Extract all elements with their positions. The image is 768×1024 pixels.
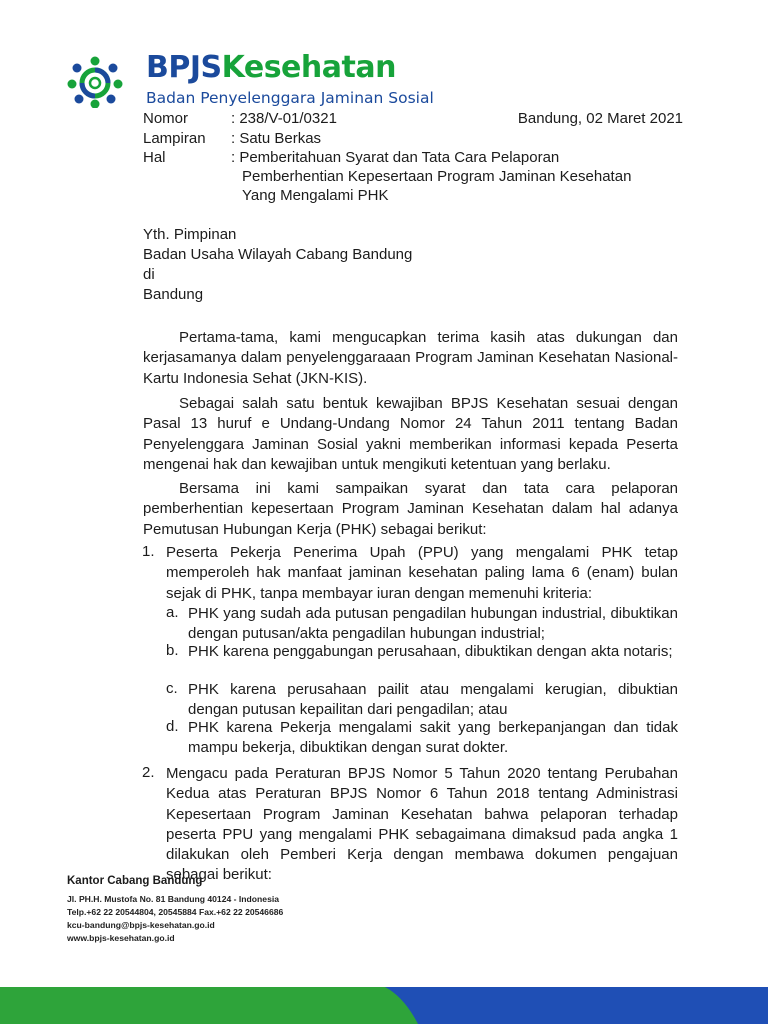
nomor-label: Nomor — [143, 110, 189, 127]
sub-item-c: PHK karena perusahaan pailit atau mengalami kerugian, dibuktian dengan putusan kepailitan dari pengadilan; atau — [188, 681, 678, 719]
brand-name: BPJSKesehatan — [146, 50, 396, 85]
hal-label: Hal — [143, 149, 166, 166]
sub-item-a: PHK yang sudah ada putusan pengadilan hubungan industrial, dibuktikan dengan putusan/akta pengadilan hubungan industrial; — [188, 605, 678, 643]
footer-office: Kantor Cabang Bandung — [67, 875, 203, 887]
lampiran-label: Lampiran — [143, 130, 206, 147]
nomor-value: : 238/V-01/0321 — [231, 110, 337, 127]
list-item-2: Mengacu pada Peraturan BPJS Nomor 5 Tahun 2020 tentang Perubahan Kedua atas Peraturan BPJS Nomor 6 Tahun 2018 tentang Administrasi Kepesertaan Program Jaminan Kesehatan bahwa pelaporan terhadap peserta PPU yang mengalami PHK sebagaimana dimaksud pada angka 1 dilakukan oleh Pemberi Kerja dengan membawa dokumen pengajuan sebagai berikut: — [166, 765, 678, 884]
sub-label-a: a. — [166, 604, 179, 621]
list-number-2: 2. — [142, 764, 155, 781]
hal-line-2: Pemberhentian Kepesertaan Program Jaminan Kesehatan — [242, 168, 632, 185]
addressee-line-4: Bandung — [143, 286, 204, 303]
footer-color-band — [0, 987, 768, 1024]
hal-line-1: : Pemberitahuan Syarat dan Tata Cara Pelaporan — [231, 149, 560, 166]
sub-label-c: c. — [166, 680, 178, 697]
footer-website: www.bpjs-kesehatan.go.id — [67, 933, 175, 943]
paragraph-2: Sebagai salah satu bentuk kewajiban BPJS Kesehatan sesuai dengan Pasal 13 huruf e Undang-Undang Nomor 24 Tahun 2011 tentang Badan Penyelenggara Jaminan Sosial yakni memberikan informasi kepada Peserta mengenai hak dan kewajiban untuk mengikuti ketentuan yang berlaku. — [143, 395, 678, 473]
addressee-line-2: Badan Usaha Wilayah Cabang Bandung — [143, 246, 413, 263]
sub-item-d: PHK karena Pekerja mengalami sakit yang berkepanjangan dan tidak mampu bekerja, dibuktikan dengan surat dokter. — [188, 719, 678, 757]
list-number-1: 1. — [142, 543, 155, 560]
footer-address: Jl. PH.H. Mustofa No. 81 Bandung 40124 - Indonesia — [67, 894, 280, 904]
sub-label-d: d. — [166, 718, 179, 735]
list-item-1: Peserta Pekerja Penerima Upah (PPU) yang mengalami PHK tetap memperoleh hak manfaat jaminan kesehatan paling lama 6 (enam) bulan sejak di PHK, tanpa membayar iuran dengan memenuhi kriteria: — [166, 544, 678, 602]
hal-line-3: Yang Mengalami PHK — [242, 187, 389, 204]
addressee-line-3: di — [143, 266, 155, 283]
footer-email: kcu-bandung@bpjs-kesehatan.go.id — [67, 920, 215, 930]
lampiran-value: : Satu Berkas — [231, 130, 322, 147]
brand-subtitle: Badan Penyelenggara Jaminan Sosial — [146, 89, 434, 107]
footer-phone: Telp.+62 22 20544804, 20545884 Fax.+62 22 20546686 — [67, 907, 284, 917]
bpjs-logo-icon — [66, 56, 124, 108]
sub-label-b: b. — [166, 642, 179, 659]
paragraph-3: Bersama ini kami sampaikan syarat dan tata cara pelaporan pemberhentian kepesertaan Program Jaminan Kesehatan dalam hal adanya Pemutusan Hubungan Kerja (PHK) sebagai berikut: — [143, 480, 678, 538]
letter-date: Bandung, 02 Maret 2021 — [517, 110, 683, 127]
addressee-line-1: Yth. Pimpinan — [143, 226, 237, 243]
sub-item-b: PHK karena penggabungan perusahaan, dibuktikan dengan akta notaris; — [188, 643, 673, 660]
paragraph-1: Pertama-tama, kami mengucapkan terima kasih atas dukungan dan kerjasamanya dalam penyelenggaraaan Program Jaminan Kesehatan Nasional-Kartu Indonesia Sehat (JKN-KIS). — [143, 329, 678, 387]
